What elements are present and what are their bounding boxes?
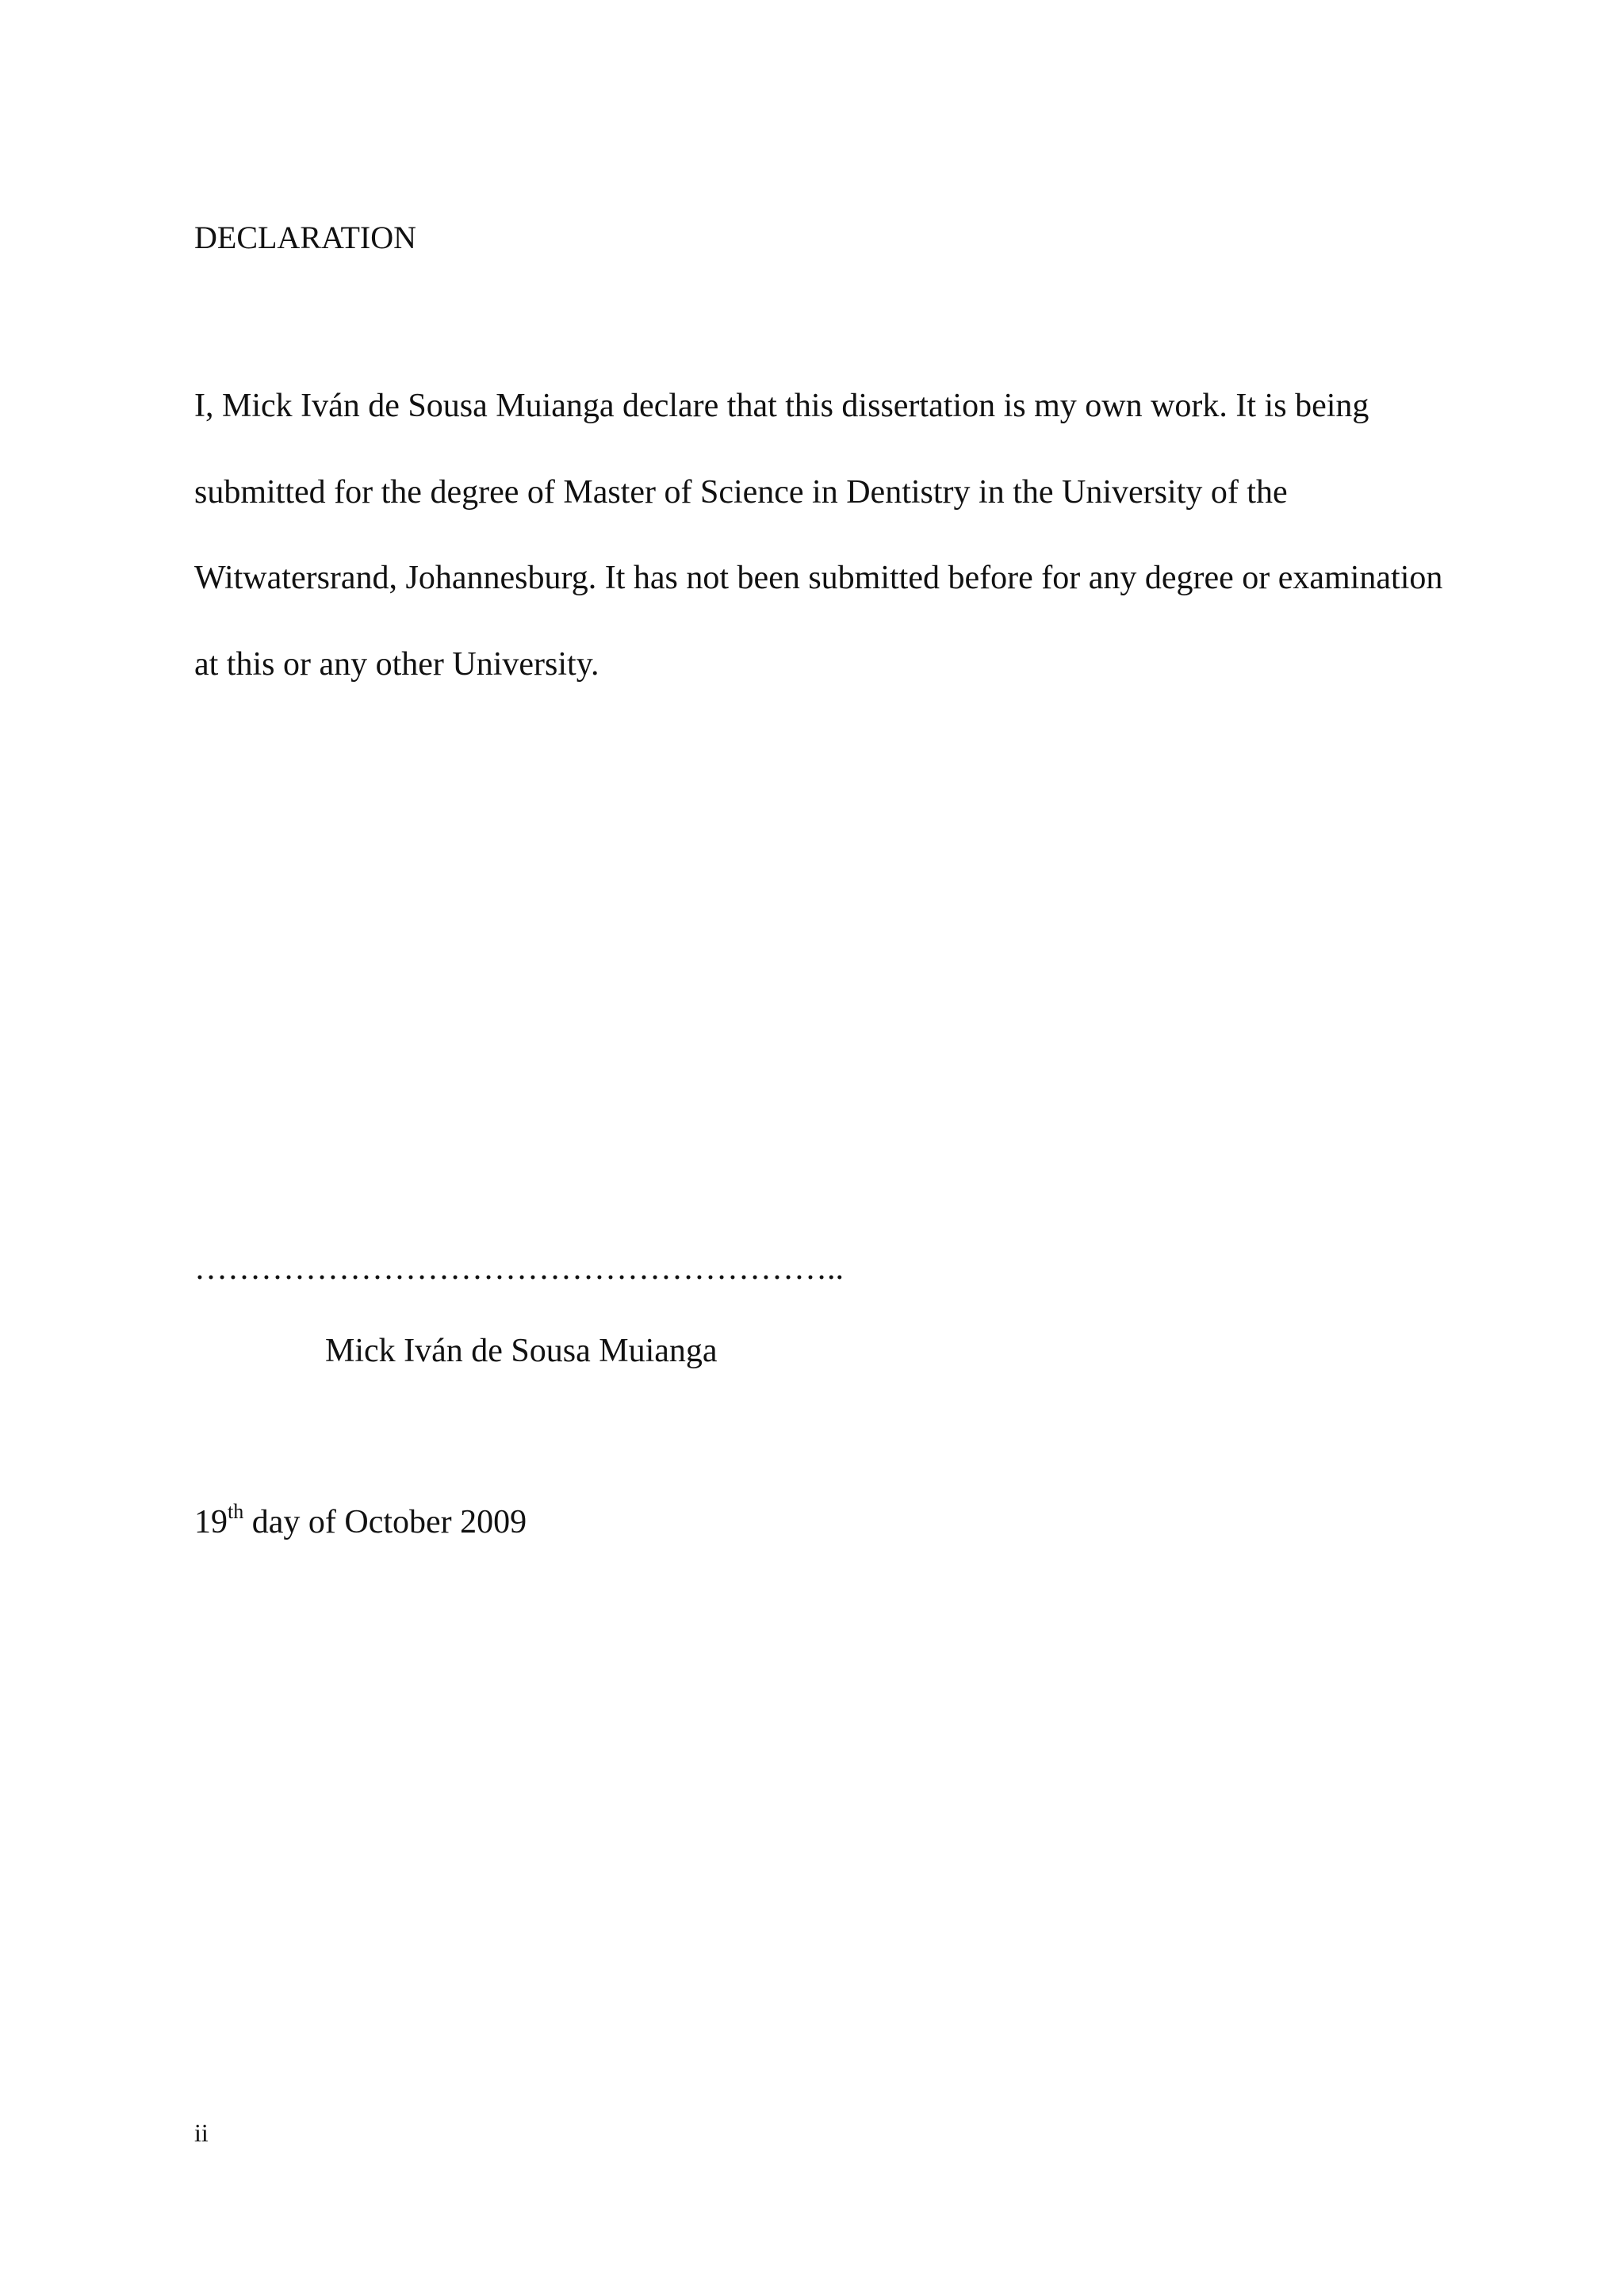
declaration-paragraph-line-1: I, Mick Iván de Sousa Muianga declare that this dissertation is my own work. It is being <box>194 388 1369 424</box>
declaration-heading: DECLARATION <box>194 220 416 255</box>
declaration-paragraph-line-2: submitted for the degree of Master of Science in Dentistry in the University of the <box>194 474 1288 511</box>
declaration-paragraph-line-4: at this or any other University. <box>194 646 599 683</box>
date-day: 19 <box>194 1504 228 1540</box>
signature-line: ………………………………………………….. <box>194 1250 844 1287</box>
date-ordinal-suffix: th <box>228 1500 244 1523</box>
declaration-date <box>194 1500 527 1544</box>
date-rest: day of October 2009 <box>243 1504 527 1540</box>
page-number: ii <box>194 2118 209 2147</box>
signatory-name: Mick Iván de Sousa Muianga <box>325 1333 718 1369</box>
declaration-paragraph-line-3: Witwatersrand, Johannesburg. It has not been submitted before for any degree or examination <box>194 560 1443 596</box>
